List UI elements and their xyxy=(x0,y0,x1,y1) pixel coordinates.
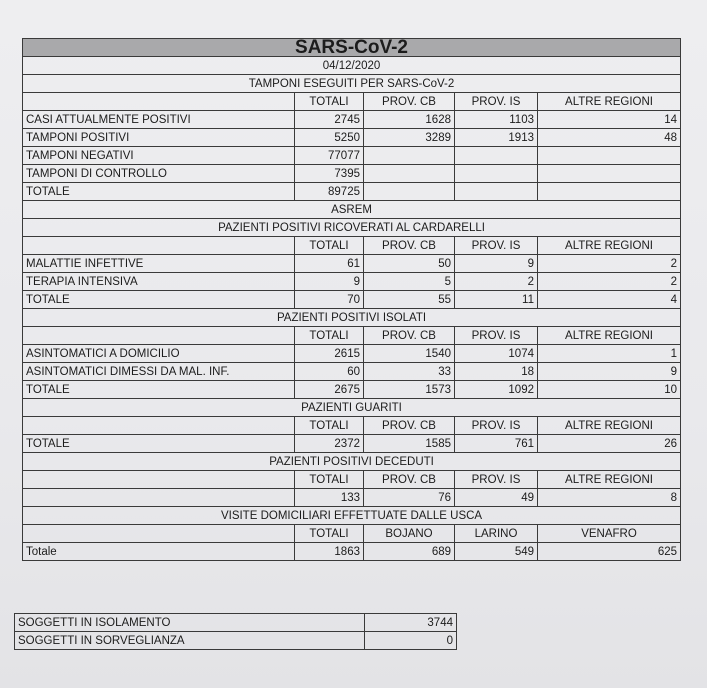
table-row xyxy=(23,435,681,453)
ricoverati-section-heading xyxy=(23,219,681,237)
table-row xyxy=(23,273,681,291)
soggetti-label: SOGGETTI IN ISOLAMENTO xyxy=(15,614,365,632)
cell-col-4 xyxy=(538,147,681,165)
usca-column-header-2: LARINO xyxy=(455,525,538,543)
row-label: TOTALE xyxy=(23,291,295,309)
guariti-column-header-3: ALTRE REGIONI xyxy=(538,417,681,435)
cell-totali: 5250 xyxy=(295,129,364,147)
cell-col-3 xyxy=(455,183,538,201)
row-label: TOTALE xyxy=(23,435,295,453)
cell-col-3: 18 xyxy=(455,363,538,381)
cell-col-3: 1103 xyxy=(455,111,538,129)
table-row xyxy=(23,165,681,183)
guariti-header-blank xyxy=(23,417,295,435)
cell-col-3: 1074 xyxy=(455,345,538,363)
ricoverati-section-heading-text: PAZIENTI POSITIVI RICOVERATI AL CARDARELLI xyxy=(23,219,681,237)
usca-section-heading xyxy=(23,507,681,525)
table-row xyxy=(23,255,681,273)
usca-column-header-0: TOTALI xyxy=(295,525,364,543)
row-label: TERAPIA INTENSIVA xyxy=(23,273,295,291)
soggetti-row xyxy=(15,632,457,650)
cell-totali: 7395 xyxy=(295,165,364,183)
cell-col-3: 11 xyxy=(455,291,538,309)
cell-col-4: 9 xyxy=(538,363,681,381)
guariti-column-header-1: PROV. CB xyxy=(364,417,455,435)
cell-col-2: 1540 xyxy=(364,345,455,363)
cell-col-4: 2 xyxy=(538,255,681,273)
deceduti-column-header-3: ALTRE REGIONI xyxy=(538,471,681,489)
table-row xyxy=(23,489,681,507)
cell-col-3 xyxy=(455,147,538,165)
table-row xyxy=(23,345,681,363)
row-label: TAMPONI DI CONTROLLO xyxy=(23,165,295,183)
cell-totali: 2745 xyxy=(295,111,364,129)
row-label: ASINTOMATICI A DOMICILIO xyxy=(23,345,295,363)
cell-col-4: 8 xyxy=(538,489,681,507)
row-label: MALATTIE INFETTIVE xyxy=(23,255,295,273)
sars-cov-2-report-table xyxy=(22,38,681,561)
cell-col-2: 689 xyxy=(364,543,455,561)
deceduti-section-heading xyxy=(23,453,681,471)
row-label: TAMPONI NEGATIVI xyxy=(23,147,295,165)
isolati-section-heading-text: PAZIENTI POSITIVI ISOLATI xyxy=(23,309,681,327)
ricoverati-column-header-2: PROV. IS xyxy=(455,237,538,255)
cell-totali: 60 xyxy=(295,363,364,381)
row-label: CASI ATTUALMENTE POSITIVI xyxy=(23,111,295,129)
cell-col-4: 14 xyxy=(538,111,681,129)
table-row xyxy=(23,363,681,381)
deceduti-column-header xyxy=(23,471,681,489)
asrem-heading-text: ASREM xyxy=(23,201,681,219)
row-label xyxy=(23,489,295,507)
cell-col-3: 1913 xyxy=(455,129,538,147)
cell-col-2 xyxy=(364,183,455,201)
cell-col-2: 50 xyxy=(364,255,455,273)
cell-col-3: 761 xyxy=(455,435,538,453)
cell-col-2: 1573 xyxy=(364,381,455,399)
cell-col-2: 3289 xyxy=(364,129,455,147)
isolati-column-header-1: PROV. CB xyxy=(364,327,455,345)
table-row xyxy=(23,147,681,165)
cell-col-2: 76 xyxy=(364,489,455,507)
row-label: ASINTOMATICI DIMESSI DA MAL. INF. xyxy=(23,363,295,381)
deceduti-header-blank xyxy=(23,471,295,489)
guariti-column-header xyxy=(23,417,681,435)
document-title-text: SARS-CoV-2 xyxy=(23,39,681,57)
soggetti-table xyxy=(14,613,457,650)
soggetti-value: 0 xyxy=(365,632,457,650)
asrem-heading xyxy=(23,201,681,219)
cell-totali: 89725 xyxy=(295,183,364,201)
cell-col-4: 4 xyxy=(538,291,681,309)
cell-col-2: 33 xyxy=(364,363,455,381)
cell-col-4 xyxy=(538,183,681,201)
ricoverati-column-header-0: TOTALI xyxy=(295,237,364,255)
isolati-header-blank xyxy=(23,327,295,345)
ricoverati-header-blank xyxy=(23,237,295,255)
guariti-column-header-2: PROV. IS xyxy=(455,417,538,435)
ricoverati-column-header-3: ALTRE REGIONI xyxy=(538,237,681,255)
isolati-column-header-3: ALTRE REGIONI xyxy=(538,327,681,345)
cell-totali: 9 xyxy=(295,273,364,291)
cell-col-2: 1585 xyxy=(364,435,455,453)
tamponi-column-header-3: ALTRE REGIONI xyxy=(538,93,681,111)
tamponi-column-header-1: PROV. CB xyxy=(364,93,455,111)
isolati-column-header-0: TOTALI xyxy=(295,327,364,345)
document-title xyxy=(23,39,681,57)
report-date-text: 04/12/2020 xyxy=(23,57,681,75)
tamponi-column-header-2: PROV. IS xyxy=(455,93,538,111)
cell-col-4: 26 xyxy=(538,435,681,453)
cell-totali: 1863 xyxy=(295,543,364,561)
usca-section-heading-text: VISITE DOMICILIARI EFFETTUATE DALLE USCA xyxy=(23,507,681,525)
cell-totali: 70 xyxy=(295,291,364,309)
report-date xyxy=(23,57,681,75)
row-label: TAMPONI POSITIVI xyxy=(23,129,295,147)
cell-col-3 xyxy=(455,165,538,183)
deceduti-column-header-0: TOTALI xyxy=(295,471,364,489)
ricoverati-column-header xyxy=(23,237,681,255)
cell-col-2: 5 xyxy=(364,273,455,291)
cell-col-3: 2 xyxy=(455,273,538,291)
guariti-section-heading xyxy=(23,399,681,417)
ricoverati-column-header-1: PROV. CB xyxy=(364,237,455,255)
cell-totali: 2615 xyxy=(295,345,364,363)
isolati-section-heading xyxy=(23,309,681,327)
table-row xyxy=(23,129,681,147)
table-row xyxy=(23,543,681,561)
cell-col-4: 1 xyxy=(538,345,681,363)
deceduti-section-heading-text: PAZIENTI POSITIVI DECEDUTI xyxy=(23,453,681,471)
cell-totali: 2372 xyxy=(295,435,364,453)
tamponi-section-heading xyxy=(23,75,681,93)
usca-column-header xyxy=(23,525,681,543)
cell-col-4 xyxy=(538,165,681,183)
cell-col-3: 549 xyxy=(455,543,538,561)
cell-col-2 xyxy=(364,165,455,183)
deceduti-column-header-2: PROV. IS xyxy=(455,471,538,489)
cell-col-3: 49 xyxy=(455,489,538,507)
cell-col-2 xyxy=(364,147,455,165)
usca-header-blank xyxy=(23,525,295,543)
isolati-column-header xyxy=(23,327,681,345)
cell-col-3: 1092 xyxy=(455,381,538,399)
usca-column-header-3: VENAFRO xyxy=(538,525,681,543)
cell-col-2: 55 xyxy=(364,291,455,309)
cell-col-4: 48 xyxy=(538,129,681,147)
cell-col-4: 10 xyxy=(538,381,681,399)
table-row xyxy=(23,111,681,129)
cell-col-4: 2 xyxy=(538,273,681,291)
cell-totali: 133 xyxy=(295,489,364,507)
soggetti-value: 3744 xyxy=(365,614,457,632)
row-label: TOTALE xyxy=(23,183,295,201)
guariti-section-heading-text: PAZIENTI GUARITI xyxy=(23,399,681,417)
usca-column-header-1: BOJANO xyxy=(364,525,455,543)
cell-col-2: 1628 xyxy=(364,111,455,129)
tamponi-column-header xyxy=(23,93,681,111)
cell-totali: 77077 xyxy=(295,147,364,165)
cell-col-4: 625 xyxy=(538,543,681,561)
table-row xyxy=(23,381,681,399)
soggetti-label: SOGGETTI IN SORVEGLIANZA xyxy=(15,632,365,650)
guariti-column-header-0: TOTALI xyxy=(295,417,364,435)
cell-totali: 61 xyxy=(295,255,364,273)
tamponi-header-blank xyxy=(23,93,295,111)
row-label: Totale xyxy=(23,543,295,561)
cell-col-3: 9 xyxy=(455,255,538,273)
deceduti-column-header-1: PROV. CB xyxy=(364,471,455,489)
table-row xyxy=(23,183,681,201)
isolati-column-header-2: PROV. IS xyxy=(455,327,538,345)
soggetti-row xyxy=(15,614,457,632)
table-row xyxy=(23,291,681,309)
cell-totali: 2675 xyxy=(295,381,364,399)
tamponi-section-heading-text: TAMPONI ESEGUITI PER SARS-CoV-2 xyxy=(23,75,681,93)
row-label: TOTALE xyxy=(23,381,295,399)
tamponi-column-header-0: TOTALI xyxy=(295,93,364,111)
